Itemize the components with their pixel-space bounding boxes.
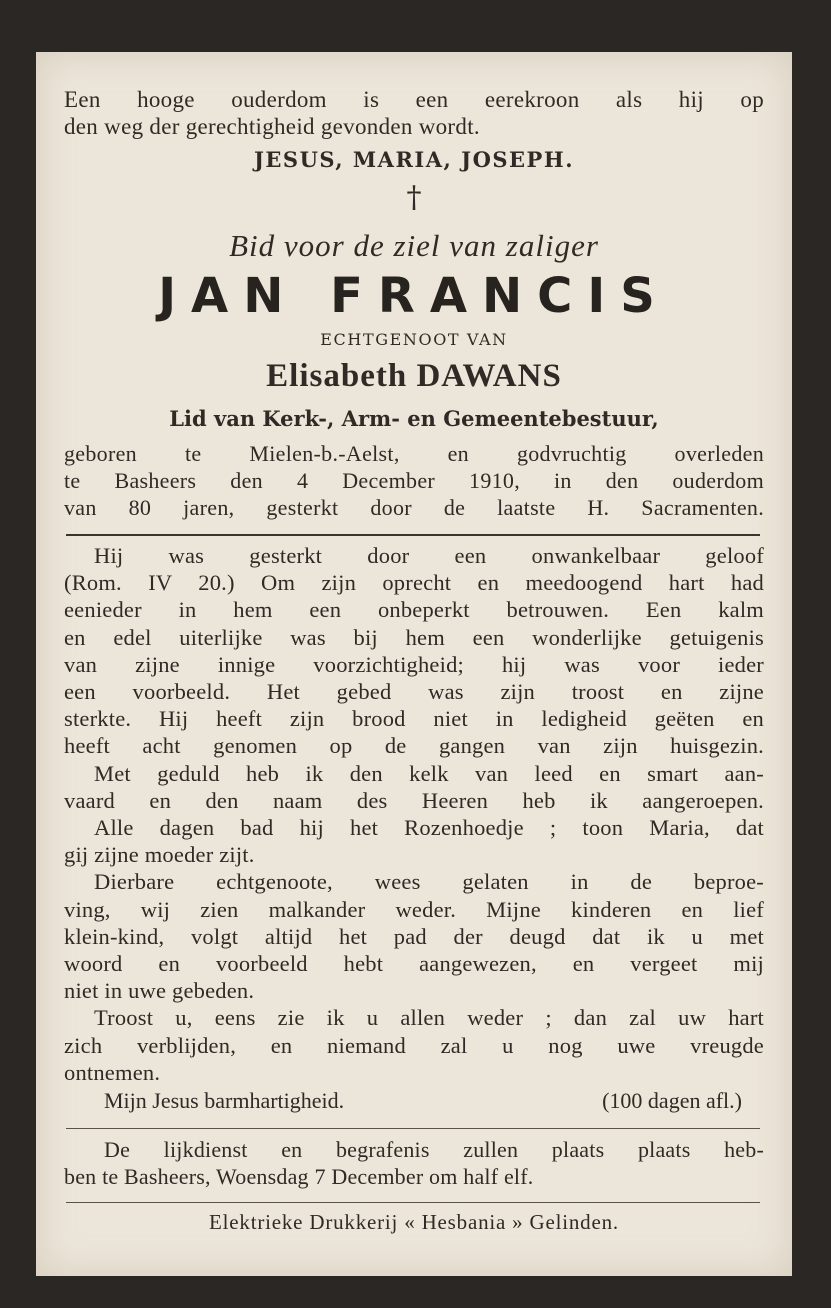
deceased-name: JAN FRANCIS [158, 268, 670, 324]
text-line: gij zijne moeder zijt. [64, 842, 255, 868]
birth-death-details [64, 440, 764, 521]
card-paper [36, 52, 792, 1276]
text-line: Dierbare echtgenoote, wees gelaten in de beproe- [94, 869, 764, 895]
text-line: (Rom. IV 20.) Om zijn oprecht en meedoogend hart had [64, 570, 764, 596]
role-line: Lid van Kerk-, Arm- en Gemeentebestuur, [169, 406, 659, 431]
text-line: klein-kind, volgt altijd het pad der deugd dat ik u met [64, 923, 764, 949]
paragraph-farewell [64, 868, 764, 1004]
opening-verse [64, 86, 764, 140]
service-line-1: De lijkdienst en begrafenis zullen plaats plaats heb- [104, 1137, 764, 1162]
birth-line-3: van 80 jaren, gesterkt door de laatste H. Sacramenten. [64, 495, 764, 520]
text-line: woord en voorbeeld hebt aangewezen, en vergeet mij [64, 951, 764, 977]
text-line: en edel uiterlijke was bij hem een wonderlijke getuigenis [64, 624, 764, 650]
eulogy-text [64, 542, 764, 1086]
paragraph-consolation [64, 1004, 764, 1086]
birth-line-2: te Basheers den 4 December 1910, in den ouderdom [64, 468, 764, 493]
text-line: zich verblijden, en niemand zal u nog uwe vreugde [64, 1032, 764, 1058]
text-line: Troost u, eens zie ik u allen weder ; dan zal uw hart [94, 1005, 764, 1031]
text-line: ving, wij zien malkander weder. Mijne kinderen en lief [64, 896, 764, 922]
text-line: Hij was gesterkt door een onwankelbaar geloof [94, 543, 764, 568]
verse-line-1: Een hooge ouderdom is een eerekroon als hij op [64, 87, 764, 112]
printer-credit: Elektrieke Drukkerij « Hesbania » Gelinden. [209, 1210, 619, 1234]
paragraph-rosary [64, 814, 764, 868]
indulgence-note: (100 dagen afl.) [602, 1088, 742, 1113]
text-line: heeft acht genomen op de gangen van zijn huisgezin. [64, 733, 764, 759]
invocation: JESUS, MARIA, JOSEPH. [253, 147, 575, 172]
birth-line-1: geboren te Mielen-b.-Aelst, en godvruchtig overleden [64, 441, 764, 466]
spouse-intro: ECHTGENOOT VAN [320, 330, 508, 349]
text-line: een voorbeeld. Het gebed was zijn troost en zijne [64, 679, 764, 705]
text-line: ontnemen. [64, 1059, 161, 1085]
paragraph-faith [64, 542, 764, 760]
spouse-name: Elisabeth DAWANS [266, 358, 562, 394]
paragraph-patience [64, 760, 764, 814]
verse-line-2: den weg der gerechtigheid gevonden wordt. [64, 114, 480, 139]
text-line: niet in uwe gebeden. [64, 978, 255, 1004]
text-line: Alle dagen bad hij het Rozenhoedje ; toon Maria, dat [94, 815, 764, 841]
closing-prayer: Mijn Jesus barmhartigheid. [104, 1088, 345, 1113]
cross-icon: † [406, 180, 422, 215]
prayer-intro: Bid voor de ziel van zaliger [229, 228, 599, 263]
divider-bottom [66, 1202, 760, 1203]
divider-middle [66, 1128, 760, 1129]
text-line: eenieder in hem een onbeperkt betrouwen. Een kalm [64, 597, 764, 623]
divider-top [66, 534, 760, 536]
text-line: sterkte. Hij heeft zijn brood niet in ledigheid geëten en [64, 706, 764, 732]
closing-row [64, 1088, 764, 1114]
text-line: Met geduld heb ik den kelk van leed en smart aan- [94, 760, 764, 786]
funeral-service-notice [64, 1136, 764, 1190]
text-line: vaard en den naam des Heeren heb ik aangeroepen. [64, 787, 764, 813]
text-line: van zijne innige voorzichtigheid; hij was voor ieder [64, 651, 764, 677]
service-line-2: ben te Basheers, Woensdag 7 December om half elf. [64, 1164, 534, 1189]
